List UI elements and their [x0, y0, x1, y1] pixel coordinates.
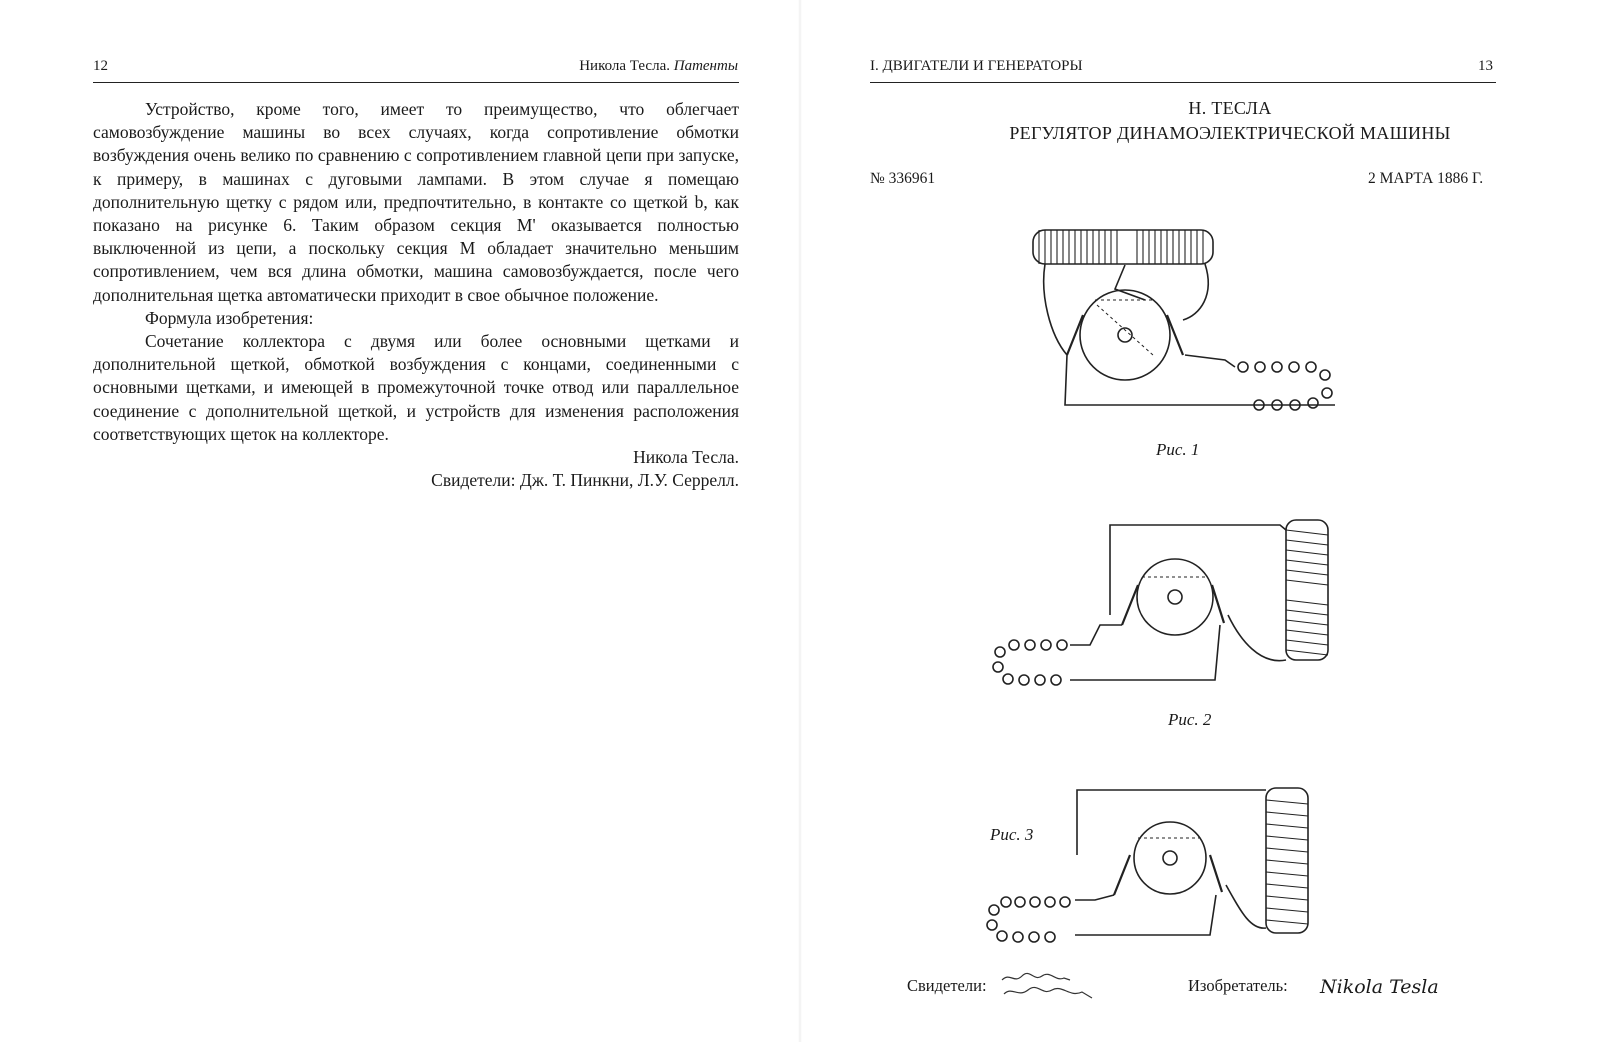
paragraph-1: Устройство, кроме того, имеет то преимущество, что облегчает самовозбуждение машины во всех случаях, когда сопротивление обмотки возбуждения очень велико по сравнению с сопротивлением главной цепи при запуске, к примеру, в машинах с дуговыми лампами. В этом случае я помещаю дополнительную щетку c рядом или, предпочтительно, в контакте со щеткой b, как показано на рисунке 6. Таким образом секция M' оказывается полностью выключенной из цепи, а поскольку секция M обладает значительно меньшим сопротивлением, чем вся длина обмотки, машина самовозбуждается, после чего дополнительная щетка автоматически приходит в свое обычное положение.: [93, 99, 739, 305]
signature-line: Никола Тесла.: [633, 447, 739, 468]
right-running-head: I. ДВИГАТЕЛИ И ГЕНЕРАТОРЫ: [870, 58, 1083, 74]
running-head-author: Никола Тесла.: [579, 58, 670, 74]
left-body-text: [93, 98, 739, 492]
right-page: [800, 0, 1600, 1042]
figure-1-caption: Рис. 1: [1156, 440, 1200, 459]
fig3-shaft: [1163, 851, 1177, 865]
figure-3-caption: Рис. 3: [990, 825, 1034, 844]
patent-number: № 336961: [870, 170, 936, 187]
fig3-armature: [1134, 822, 1206, 894]
fig1-armature: [1080, 290, 1170, 380]
witnesses-line: Свидетели: Дж. Т. Пинкни, Л.У. Серрелл.: [431, 470, 739, 491]
figure-3-drawing: [980, 780, 1350, 950]
claim-paragraph: Сочетание коллектора с двумя или более основными щетками и дополнительной щеткой, обмоткой возбуждения с концами, соединенными с основными щетками, и имеющей в промежуточной точке отвод или параллельное соединение с дополнительной щеткой, и устройств для изменения расположения соответствующих щеток на коллекторе.: [93, 331, 739, 444]
fig2-armature: [1137, 559, 1213, 635]
left-running-head: [579, 58, 738, 75]
inventor-label: Изобретатель:: [1188, 976, 1288, 995]
patent-date: 2 МАРТА 1886 Г.: [1368, 170, 1484, 187]
patent-author: Н. ТЕСЛА: [1188, 98, 1272, 118]
right-page-number: 13: [1478, 58, 1493, 74]
fig2-shaft: [1168, 590, 1182, 604]
right-header-rule: [870, 82, 1496, 83]
witness-signatures: [1000, 970, 1096, 1004]
figure-1-drawing: [1025, 205, 1345, 420]
running-head-title: Патенты: [673, 58, 738, 74]
fig1-field-coil: [1033, 230, 1213, 264]
figure-2-drawing: [990, 515, 1370, 695]
left-header-rule: [93, 82, 739, 83]
figure-2-caption: Рис. 2: [1168, 710, 1212, 729]
inventor-signature: Nikola Tesla: [1320, 976, 1439, 998]
left-page-number: 12: [93, 58, 108, 74]
formula-heading: Формула изобретения:: [145, 307, 314, 328]
patent-title: РЕГУЛЯТОР ДИНАМОЭЛЕКТРИЧЕСКОЙ МАШИНЫ: [1009, 123, 1451, 143]
witnesses-label: Свидетели:: [907, 976, 987, 995]
